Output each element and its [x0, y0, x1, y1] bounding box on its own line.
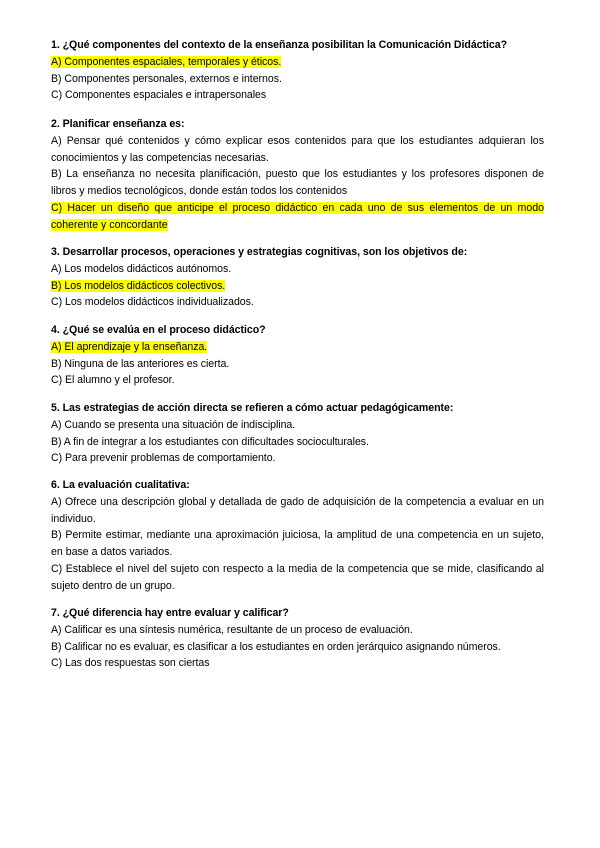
question-title: 5. Las estrategias de acción directa se refieren a cómo actuar pedagógicamente:	[51, 402, 454, 414]
answer-option-c: C) Las dos respuestas son ciertas	[51, 657, 210, 670]
question-7	[51, 605, 544, 672]
question-title: 4. ¿Qué se evalúa en el proceso didáctico?	[51, 324, 266, 336]
answer-option-b: B) La enseñanza no necesita planificación, puesto que los estudiantes y los profesores disponen de libros y medios tecnológicos, donde están todos los contenidos	[51, 168, 544, 198]
question-3	[51, 244, 544, 311]
question-title: 7. ¿Qué diferencia hay entre evaluar y calificar?	[51, 607, 289, 619]
answer-option-a	[51, 339, 544, 356]
question-2	[51, 116, 544, 234]
question-4	[51, 322, 544, 389]
answer-option-a: A) Los modelos didácticos autónomos.	[51, 262, 232, 275]
highlighted-answer: A) Componentes espaciales, temporales y éticos.	[51, 55, 282, 68]
answer-option-a: A) Calificar es una síntesis numérica, resultante de un proceso de evaluación.	[51, 623, 413, 636]
answer-option-b: B) A fin de integrar a los estudiantes con dificultades socioculturales.	[51, 435, 369, 448]
answer-option-b: B) Calificar no es evaluar, es clasificar a los estudiantes en orden jerárquico asignando números.	[51, 640, 501, 653]
answer-option-b: B) Ninguna de las anteriores es cierta.	[51, 357, 230, 370]
question-title: 2. Planificar enseñanza es:	[51, 118, 185, 130]
question-title: 3. Desarrollar procesos, operaciones y estrategias cognitivas, son los objetivos de:	[51, 246, 468, 258]
answer-option-c: C) El alumno y el profesor.	[51, 374, 175, 387]
answer-option-c: C) Los modelos didácticos individualizados.	[51, 296, 254, 309]
question-title: 1. ¿Qué componentes del contexto de la enseñanza posibilitan la Comunicación Didáctica?	[51, 39, 507, 51]
highlighted-answer: B) Los modelos didácticos colectivos.	[51, 279, 226, 292]
answer-option-a: A) Ofrece una descripción global y detallada de gado de adquisición de la competencia a evaluar en un individuo.	[51, 495, 544, 525]
answer-option-a: A) Pensar qué contenidos y cómo explicar esos contenidos para que los estudiantes adquieran los conocimientos y las competencias necesarias.	[51, 134, 544, 164]
answer-option-c: C) Establece el nivel del sujeto con respecto a la media de la competencia que se mide, clasificando al sujeto dentro de un grupo.	[51, 562, 544, 592]
question-6	[51, 477, 544, 595]
highlighted-answer: C) Hacer un diseño que anticipe el proceso didáctico en cada uno de sus elementos de un modo coherente y concordante	[51, 201, 544, 231]
answer-option-c: C) Para prevenir problemas de comportamiento.	[51, 452, 276, 465]
question-5	[51, 400, 544, 467]
highlighted-answer: A) El aprendizaje y la enseñanza.	[51, 340, 208, 353]
question-title: 6. La evaluación cualitativa:	[51, 479, 190, 491]
question-1	[51, 37, 544, 104]
answer-option-b: B) Componentes personales, externos e internos.	[51, 72, 282, 85]
answer-option-a	[51, 54, 544, 71]
answer-option-b: B) Permite estimar, mediante una aproximación juiciosa, la amplitud de una competencia en un sujeto, en base a datos variados.	[51, 529, 544, 559]
answer-option-c	[51, 200, 544, 234]
answer-option-c: C) Componentes espaciales e intrapersonales	[51, 89, 267, 102]
answer-option-b	[51, 278, 544, 295]
answer-option-a: A) Cuando se presenta una situación de indisciplina.	[51, 418, 296, 431]
